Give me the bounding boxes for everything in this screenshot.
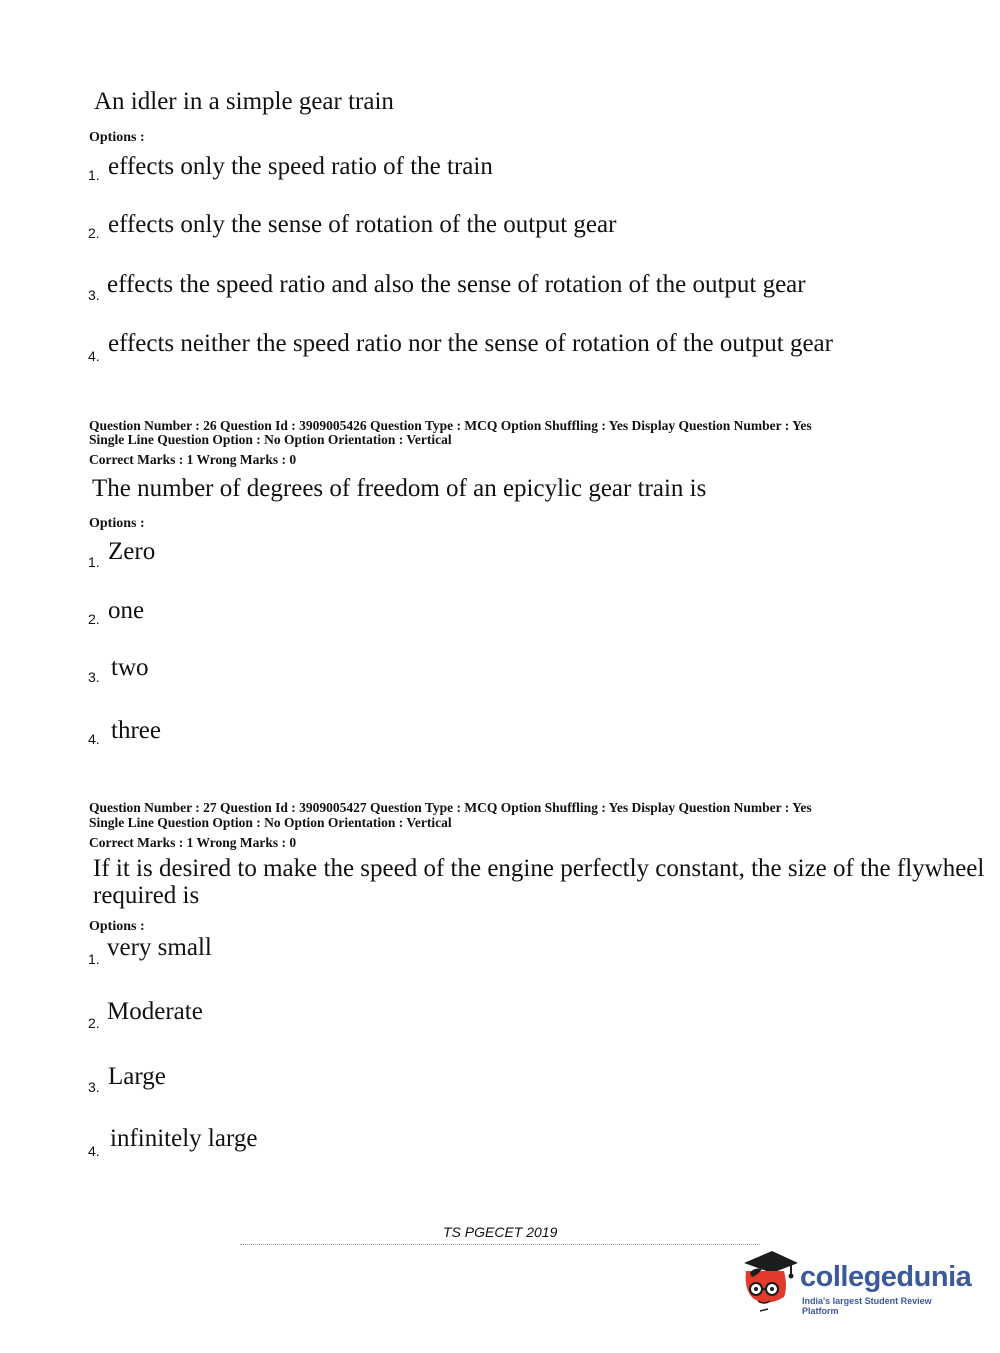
option-number: 3.	[88, 287, 100, 303]
option-number: 1.	[88, 951, 100, 967]
option-text: effects neither the speed ratio nor the sense of rotation of the output gear	[108, 330, 833, 357]
q25-options-label: Options :	[89, 130, 145, 145]
option-text: effects only the speed ratio of the train	[108, 153, 493, 180]
option-text: three	[111, 717, 161, 744]
q26-meta-line-2: Single Line Question Option : No Option Orientation : Vertical	[89, 432, 452, 447]
option-number: 1.	[88, 167, 100, 183]
collegedunia-logo	[738, 1247, 972, 1317]
option-text: Large	[108, 1063, 166, 1090]
option-text: infinitely large	[110, 1125, 258, 1152]
option-text: one	[108, 597, 145, 624]
option-text: effects only the sense of rotation of the output gear	[108, 211, 617, 238]
option-text: Zero	[108, 538, 156, 565]
option-number: 2.	[88, 611, 100, 627]
option-number: 2.	[88, 1015, 100, 1031]
option-text: two	[111, 654, 149, 681]
option-text: Moderate	[107, 998, 203, 1025]
q27-question-text-line-2: required is	[93, 882, 200, 909]
footer-divider	[240, 1244, 760, 1246]
q25-question-text: An idler in a simple gear train	[94, 88, 394, 115]
option-number: 4.	[88, 348, 100, 364]
q27-meta-line-1: Question Number : 27 Question Id : 3909005427 Question Type : MCQ Option Shuffling : Yes Display Question Number : Yes	[89, 800, 812, 815]
logo-wordmark: collegedunia	[800, 1261, 972, 1293]
q27-marks: Correct Marks : 1 Wrong Marks : 0	[89, 835, 297, 850]
option-number: 3.	[88, 1079, 100, 1095]
q26-question-text: The number of degrees of freedom of an epicylic gear train is	[92, 475, 707, 502]
option-number: 4.	[88, 1143, 100, 1159]
footer-exam-label: TS PGECET 2019	[443, 1224, 558, 1240]
graduate-mascot-icon	[738, 1247, 800, 1313]
option-number: 2.	[88, 225, 100, 241]
option-number: 3.	[88, 669, 100, 685]
option-text: very small	[107, 934, 212, 961]
q27-question-text-line-1: If it is desired to make the speed of the engine perfectly constant, the size of the flywheel	[93, 855, 985, 882]
logo-tagline: India's largest Student Review Platform	[802, 1296, 932, 1316]
option-number: 1.	[88, 554, 100, 570]
q26-marks: Correct Marks : 1 Wrong Marks : 0	[89, 452, 297, 467]
option-text: effects the speed ratio and also the sense of rotation of the output gear	[107, 271, 806, 298]
q26-meta-line-1: Question Number : 26 Question Id : 3909005426 Question Type : MCQ Option Shuffling : Yes Display Question Number : Yes	[89, 418, 812, 433]
q26-options-label: Options :	[89, 516, 145, 531]
q27-meta-line-2: Single Line Question Option : No Option Orientation : Vertical	[89, 815, 452, 830]
option-number: 4.	[88, 731, 100, 747]
q27-options-label: Options :	[89, 919, 145, 934]
